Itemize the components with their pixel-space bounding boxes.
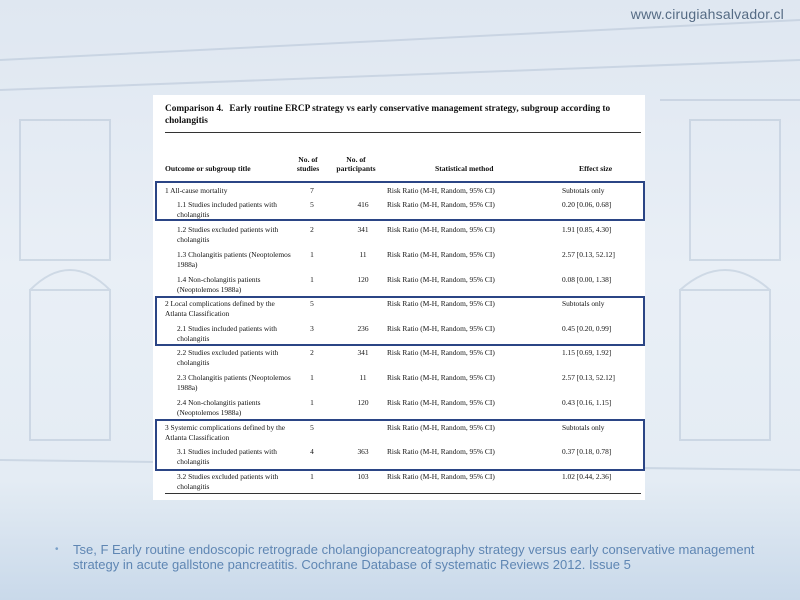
cell-studies: 1	[310, 373, 314, 382]
cell-method: Risk Ratio (M-H, Random, 95% CI)	[387, 348, 495, 357]
table-title-text: Early routine ERCP strategy vs early conservative management strategy, subgroup according to cholangitis	[165, 104, 611, 126]
cell-method: Risk Ratio (M-H, Random, 95% CI)	[387, 299, 495, 308]
cell-effect: Subtotals only	[562, 423, 605, 432]
cell-studies: 1	[310, 275, 314, 284]
cell-outcome: 3 Systemic complications defined by the Atlanta Classification	[165, 423, 286, 442]
highlight-box-systemic-complications	[155, 419, 645, 471]
cell-effect: 1.15 [0.69, 1.92]	[562, 348, 612, 357]
highlight-box-mortality	[155, 181, 645, 221]
cell-participants: 11	[359, 250, 367, 259]
cell-studies: 3	[310, 324, 314, 333]
cell-method: Risk Ratio (M-H, Random, 95% CI)	[387, 373, 495, 382]
cell-participants: 11	[359, 373, 367, 382]
cell-effect: Subtotals only	[562, 186, 605, 195]
cell-studies: 5	[310, 299, 314, 308]
cell-outcome: 3.2 Studies excluded patients with cholangitis	[177, 472, 279, 491]
cell-effect: Subtotals only	[562, 299, 605, 308]
cell-participants: 416	[357, 200, 369, 209]
cell-outcome: 1.4 Non-cholangitis patients (Neoptolemos 1988a)	[177, 275, 261, 294]
bullet-icon: •	[55, 544, 59, 555]
cell-effect: 0.37 [0.18, 0.78]	[562, 447, 612, 456]
cell-participants: 120	[357, 398, 369, 407]
cell-outcome: 1.3 Cholangitis patients (Neoptolemos 1988a)	[177, 250, 291, 269]
cell-method: Risk Ratio (M-H, Random, 95% CI)	[387, 423, 495, 432]
cell-studies: 2	[310, 348, 314, 357]
cell-participants: 363	[357, 447, 369, 456]
cell-effect: 0.43 [0.16, 1.15]	[562, 398, 612, 407]
cell-outcome: 2.2 Studies excluded patients with cholangitis	[177, 348, 279, 367]
cell-effect: 2.57 [0.13, 52.12]	[562, 250, 615, 259]
cell-studies: 5	[310, 200, 314, 209]
cell-studies: 4	[310, 447, 314, 456]
cell-method: Risk Ratio (M-H, Random, 95% CI)	[387, 472, 495, 481]
cell-method: Risk Ratio (M-H, Random, 95% CI)	[387, 398, 495, 407]
citation	[55, 542, 775, 572]
cell-effect: 1.91 [0.85, 4.30]	[562, 225, 612, 234]
table-top-rule	[165, 132, 641, 133]
table-title-number: Comparison 4.	[165, 104, 224, 114]
cell-participants: 236	[357, 324, 369, 333]
citation-text: Tse, F Early routine endoscopic retrograde cholangiopancreatography strategy versus early conservative management strategy in acute gallstone pancreatitis. Cochrane Database of systematic Reviews 2012. Issue 5	[73, 542, 755, 572]
cell-method: Risk Ratio (M-H, Random, 95% CI)	[387, 250, 495, 259]
cell-method: Risk Ratio (M-H, Random, 95% CI)	[387, 200, 495, 209]
cell-method: Risk Ratio (M-H, Random, 95% CI)	[387, 186, 495, 195]
cell-outcome: 1.1 Studies included patients with cholangitis	[177, 200, 277, 219]
cell-participants: 103	[357, 472, 369, 481]
cell-outcome: 1 All-cause mortality	[165, 186, 228, 195]
cell-studies: 5	[310, 423, 314, 432]
column-header-participants: No. of participants	[336, 155, 376, 173]
column-header-studies: No. of studies	[296, 155, 320, 173]
cell-method: Risk Ratio (M-H, Random, 95% CI)	[387, 275, 495, 284]
highlight-box-local-complications	[155, 296, 645, 346]
cell-studies: 1	[310, 250, 314, 259]
cell-method: Risk Ratio (M-H, Random, 95% CI)	[387, 225, 495, 234]
cell-method: Risk Ratio (M-H, Random, 95% CI)	[387, 447, 495, 456]
column-header-outcome: Outcome or subgroup title	[165, 164, 251, 173]
table-title	[165, 103, 641, 127]
cell-effect: 2.57 [0.13, 52.12]	[562, 373, 615, 382]
cell-studies: 2	[310, 225, 314, 234]
cell-participants: 341	[357, 225, 369, 234]
cell-studies: 1	[310, 472, 314, 481]
cell-outcome: 2.4 Non-cholangitis patients (Neoptolemos 1988a)	[177, 398, 261, 417]
cell-outcome: 2.3 Cholangitis patients (Neoptolemos 1988a)	[177, 373, 291, 392]
column-header-effect: Effect size	[579, 164, 613, 173]
cell-outcome: 2.1 Studies included patients with cholangitis	[177, 324, 277, 343]
cell-participants: 341	[357, 348, 369, 357]
table-bottom-rule	[165, 493, 641, 494]
cell-method: Risk Ratio (M-H, Random, 95% CI)	[387, 324, 495, 333]
cell-effect: 0.45 [0.20, 0.99]	[562, 324, 612, 333]
cell-effect: 0.20 [0.06, 0.68]	[562, 200, 612, 209]
cell-studies: 1	[310, 398, 314, 407]
cell-outcome: 2 Local complications defined by the Atlanta Classification	[165, 299, 275, 318]
site-url: www.cirugiahsalvador.cl	[630, 6, 784, 22]
cell-outcome: 3.1 Studies included patients with cholangitis	[177, 447, 277, 466]
cell-effect: 0.08 [0.00, 1.38]	[562, 275, 612, 284]
cell-participants: 120	[357, 275, 369, 284]
cell-outcome: 1.2 Studies excluded patients with cholangitis	[177, 225, 279, 244]
cell-effect: 1.02 [0.44, 2.36]	[562, 472, 612, 481]
column-header-method: Statistical method	[435, 164, 494, 173]
cell-studies: 7	[310, 186, 314, 195]
